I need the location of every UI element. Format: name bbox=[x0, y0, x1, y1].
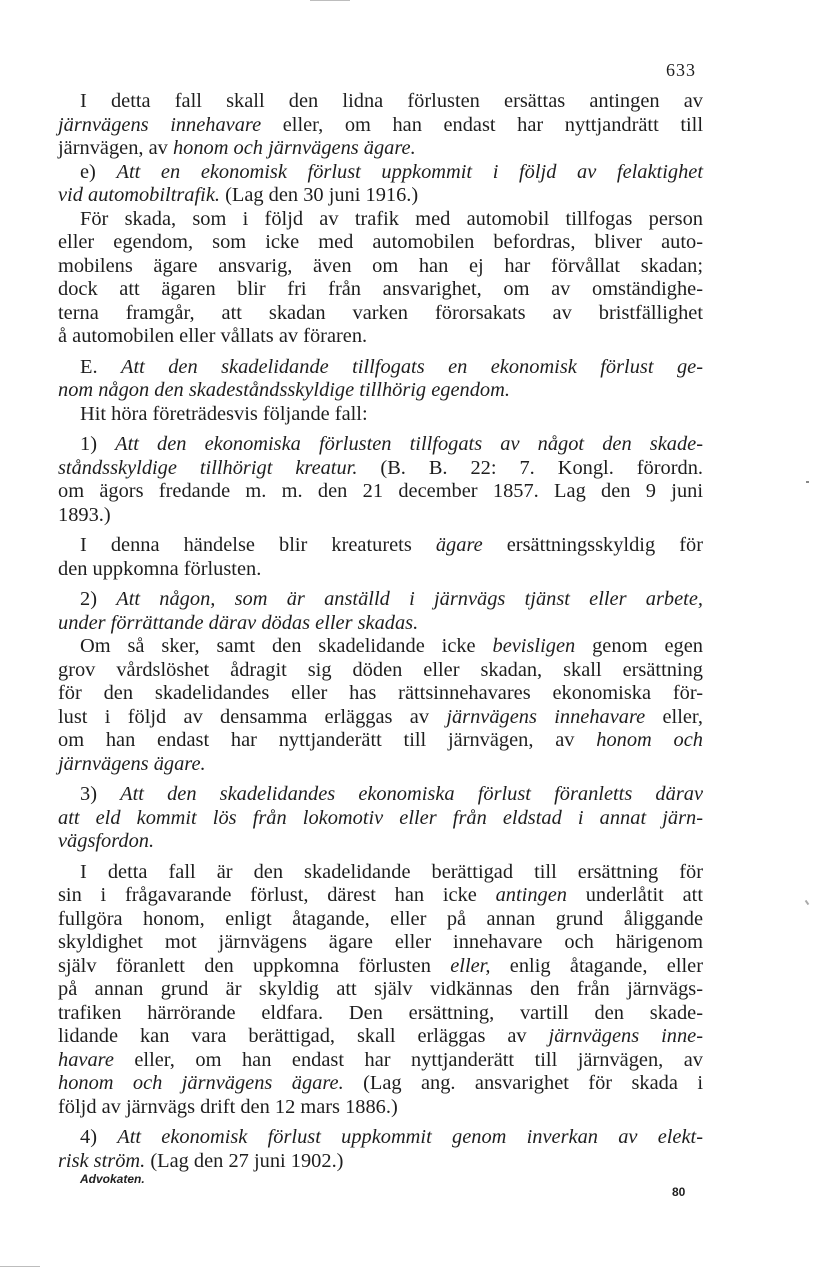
text-line bbox=[58, 433, 703, 457]
text-line bbox=[58, 1025, 703, 1049]
scan-edge-mark bbox=[310, 0, 350, 1]
text-line bbox=[58, 534, 703, 558]
text-run: terna framgår, att skadan varken förorsakats av bristfällighet bbox=[58, 301, 703, 324]
text-run: eller, bbox=[645, 705, 703, 728]
italic-text: järnvägens innehavare bbox=[446, 705, 646, 728]
text-line bbox=[58, 457, 703, 481]
text-run: 4) bbox=[80, 1126, 118, 1148]
text-run: för den skadelidandes eller has rättsinnehavares ekonomiska för- bbox=[58, 682, 703, 704]
text-line bbox=[58, 659, 703, 683]
text-run: dock att ägaren blir fri från ansvarighet, om av omständighe- bbox=[58, 278, 703, 300]
italic-text: ståndsskyldige tillhörigt kreatur. bbox=[58, 456, 358, 479]
body-text bbox=[58, 90, 703, 1173]
italic-text: järnvägens inne- bbox=[548, 1025, 703, 1047]
text-line bbox=[58, 255, 703, 279]
italic-text: nom någon den skadeståndsskyldige tillhörig egendom. bbox=[58, 379, 510, 401]
italic-text: bevisligen bbox=[492, 635, 576, 657]
text-run: själv föranlett den uppkomna förlusten bbox=[58, 954, 451, 977]
footer-signature: Advokaten. bbox=[80, 1172, 145, 1186]
text-run: e) bbox=[80, 160, 117, 183]
italic-text: honom och järnvägens ägare. bbox=[58, 1072, 344, 1094]
text-run: enlig åtagande, eller bbox=[490, 954, 703, 977]
italic-text: eller, bbox=[450, 954, 491, 977]
text-line bbox=[58, 379, 703, 403]
text-line bbox=[58, 356, 703, 380]
text-line bbox=[58, 504, 703, 528]
italic-text: vid automobiltrafik. bbox=[58, 184, 220, 206]
text-run: på annan grund är skyldig att själv vidkännas den från järnvägs- bbox=[58, 978, 703, 1000]
text-run: 1893.) bbox=[58, 503, 111, 526]
text-line bbox=[58, 1126, 703, 1150]
footer-sheet-number: 80 bbox=[672, 1185, 686, 1199]
text-line bbox=[58, 955, 703, 979]
text-line bbox=[58, 558, 703, 582]
text-line bbox=[58, 114, 703, 138]
italic-text: Att en ekonomisk förlust uppkommit i följd av felaktighet bbox=[116, 160, 703, 183]
text-line bbox=[58, 90, 703, 114]
text-line bbox=[58, 635, 703, 659]
italic-text: Att den ekonomiska förlusten tillfogats av något den skade- bbox=[115, 433, 703, 455]
text-run: (Lag den 27 juni 1902.) bbox=[145, 1149, 344, 1172]
text-line bbox=[58, 184, 703, 208]
text-line bbox=[58, 682, 703, 706]
text-run: underlåtit att bbox=[566, 884, 703, 906]
text-run: skyldighet mot järnvägens ägare eller innehavare och härigenom bbox=[58, 931, 703, 953]
text-run: I denna händelse blir kreaturets bbox=[80, 534, 436, 556]
text-run: Om så sker, samt den skadelidande icke bbox=[80, 635, 493, 657]
text-line bbox=[58, 302, 703, 326]
text-run: mobilens ägare ansvarig, även om han ej har förvållat skadan; bbox=[58, 254, 703, 277]
italic-text: honom och bbox=[596, 729, 703, 751]
text-line bbox=[58, 861, 703, 885]
text-run: järnvägen, av bbox=[58, 137, 173, 159]
text-line bbox=[58, 403, 703, 427]
text-run: 2) bbox=[80, 588, 117, 610]
text-run: eller egendom, som icke med automobilen befordras, bliver auto- bbox=[58, 231, 703, 253]
text-line bbox=[58, 1002, 703, 1026]
margin-mark bbox=[805, 900, 810, 905]
italic-text: järnvägens ägare. bbox=[58, 752, 206, 775]
text-run: lust i följd av densamma erläggas av bbox=[58, 705, 447, 728]
text-run: lidande kan vara berättigad, skall erläggas av bbox=[58, 1025, 549, 1047]
text-line bbox=[58, 931, 703, 955]
text-run: grov vårdslöshet ådragit sig döden eller skadan, skall ersättning bbox=[58, 658, 703, 681]
text-run: om ägors fredande m. m. den 21 december 1857. Lag den 9 juni bbox=[58, 480, 703, 502]
italic-text: Att den skadelidande tillfogats en ekonomisk förlust ge- bbox=[121, 355, 703, 378]
text-run: (Lag ang. ansvarighet för skada i bbox=[343, 1072, 703, 1094]
text-run: följd av järnvägs drift den 12 mars 1886.) bbox=[58, 1095, 398, 1118]
text-run: I detta fall är den skadelidande berättigad till ersättning för bbox=[80, 860, 703, 883]
text-run: sin i frågavarande förlust, därest han icke bbox=[58, 884, 496, 906]
text-run: ersättningsskyldig för bbox=[482, 534, 703, 556]
italic-text: ägare bbox=[435, 534, 483, 556]
text-run: om han endast har nyttjanderätt till järnvägen, av bbox=[58, 729, 597, 751]
text-run: 3) bbox=[80, 783, 121, 805]
text-line bbox=[58, 729, 703, 753]
text-run: (B. B. 22: 7. Kongl. förordn. bbox=[357, 456, 703, 479]
text-run: eller, om han endast har nyttjandrätt till bbox=[261, 113, 703, 136]
text-line bbox=[58, 908, 703, 932]
text-line bbox=[58, 783, 703, 807]
text-line bbox=[58, 137, 703, 161]
text-line bbox=[58, 1096, 703, 1120]
italic-text: under förrättande därav dödas eller skadas. bbox=[58, 611, 419, 634]
italic-text: honom och järnvägens ägare. bbox=[172, 137, 416, 159]
text-run: E. bbox=[80, 355, 121, 378]
text-line bbox=[58, 480, 703, 504]
text-line bbox=[58, 753, 703, 777]
text-run: fullgöra honom, enligt åtagande, eller på annan grund åliggande bbox=[58, 907, 703, 930]
italic-text: att eld kommit lös från lokomotiv eller från eldstad i annat järn- bbox=[58, 806, 703, 829]
text-line bbox=[58, 807, 703, 831]
text-run: genom egen bbox=[575, 635, 703, 657]
text-line bbox=[58, 208, 703, 232]
text-line bbox=[58, 830, 703, 854]
text-line bbox=[58, 706, 703, 730]
scan-edge-mark bbox=[0, 1266, 40, 1267]
text-line bbox=[58, 884, 703, 908]
italic-text: havare bbox=[58, 1048, 114, 1071]
italic-text: antingen bbox=[495, 884, 567, 906]
italic-text: Att den skadelidandes ekonomiska förlust föranletts därav bbox=[120, 783, 703, 805]
text-line bbox=[58, 1072, 703, 1096]
text-line bbox=[58, 278, 703, 302]
text-line bbox=[58, 325, 703, 349]
text-run: (Lag den 30 juni 1916.) bbox=[219, 184, 419, 206]
text-line bbox=[58, 588, 703, 612]
text-run: eller, om han endast har nyttjanderätt till järnvägen, av bbox=[113, 1048, 703, 1071]
italic-text: Att någon, som är anställd i järnvägs tjänst eller arbete, bbox=[116, 588, 703, 610]
italic-text: risk ström. bbox=[58, 1149, 146, 1172]
text-line bbox=[58, 978, 703, 1002]
text-line bbox=[58, 1150, 703, 1174]
text-run: trafiken härrörande eldfara. Den ersättning, vartill den skade- bbox=[58, 1001, 703, 1024]
text-run: I detta fall skall den lidna förlusten ersättas antingen av bbox=[80, 90, 703, 112]
text-run: För skada, som i följd av trafik med automobil tillfogas person bbox=[80, 207, 703, 230]
italic-text: vägsfordon. bbox=[58, 830, 155, 852]
text-line bbox=[58, 231, 703, 255]
text-line bbox=[58, 612, 703, 636]
page-number: 633 bbox=[666, 60, 696, 80]
text-run: den uppkomna förlusten. bbox=[58, 557, 262, 580]
margin-mark bbox=[806, 481, 809, 483]
italic-text: Att ekonomisk förlust uppkommit genom inverkan av elekt- bbox=[117, 1126, 703, 1148]
italic-text: järnvägens innehavare bbox=[58, 113, 262, 136]
text-line bbox=[58, 161, 703, 185]
text-line bbox=[58, 1049, 703, 1073]
text-run: Hit höra företrädesvis följande fall: bbox=[80, 402, 368, 425]
text-run: 1) bbox=[80, 433, 116, 455]
text-run: å automobilen eller vållats av föraren. bbox=[58, 325, 368, 347]
